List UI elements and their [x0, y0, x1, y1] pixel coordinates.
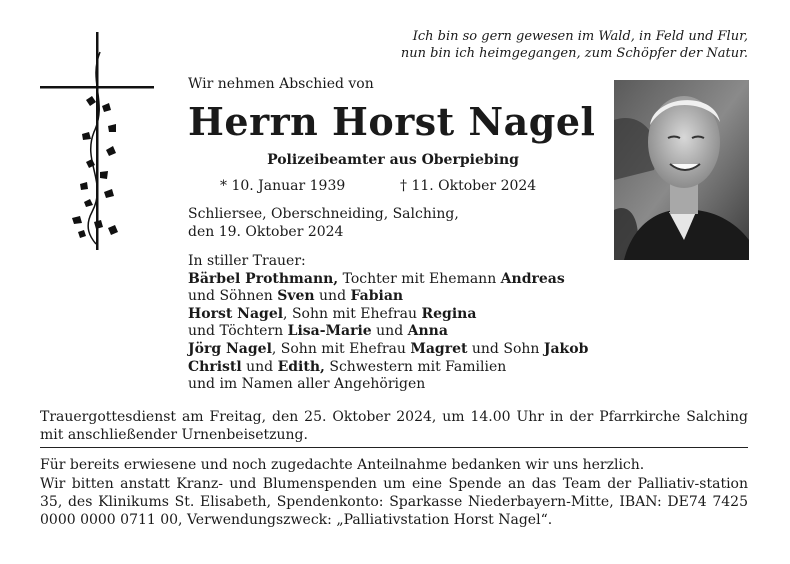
mourner-line: und Söhnen Sven und Fabian — [188, 288, 404, 305]
quote-line-1: Ich bin so gern gewesen im Wald, in Feld und Flur, — [412, 29, 748, 44]
mourners-list — [188, 253, 588, 394]
mourner-line: Bärbel Prothmann, Tochter mit Ehemann Andreas — [188, 270, 565, 287]
mourner-line: Jörg Nagel, Sohn mit Ehefrau Magret und Sohn Jakob — [188, 340, 589, 357]
cross-with-ivy-icon — [38, 22, 158, 252]
places-line-2: den 19. Oktober 2024 — [188, 224, 344, 240]
donation-request-text: Wir bitten anstatt Kranz- und Blumenspenden um eine Spende an das Team der Palliativ-station 35, des Klinikums St. Elisabeth, Spendenkonto: Sparkasse Niederbayern-Mitte, IBAN: DE74 7425 0000 0000 0711 00, Verwendungszweck: „Palliativstation Horst Nagel“. — [40, 476, 748, 528]
birth-date: * 10. Januar 1939 — [220, 178, 346, 194]
thanks-text: Für bereits erwiesene und noch zugedachte Anteilnahme bedanken wir uns herzlich. — [40, 457, 645, 473]
intro-text: Wir nehmen Abschied von — [188, 76, 374, 92]
mourner-line: und im Namen aller Angehörigen — [188, 376, 426, 393]
quote-line-2: nun bin ich heimgegangen, zum Schöpfer der Natur. — [400, 46, 748, 61]
mourner-line: Horst Nagel, Sohn mit Ehefrau Regina — [188, 305, 477, 322]
places-line-1: Schliersee, Oberschneiding, Salching, — [188, 206, 459, 222]
death-date: † 11. Oktober 2024 — [400, 178, 537, 194]
mourner-line: und Töchtern Lisa-Marie und Anna — [188, 323, 448, 340]
occupation: Polizeibeamter aus Oberpiebing — [267, 152, 519, 168]
mourning-heading: In stiller Trauer: — [188, 253, 306, 269]
places-and-date — [188, 205, 459, 241]
deceased-name: Herrn Horst Nagel — [188, 99, 596, 144]
mourner-line: Christl und Edith, Schwestern mit Familien — [188, 358, 507, 375]
divider — [40, 447, 748, 448]
portrait-photo — [614, 80, 749, 260]
funeral-service-text: Trauergottesdienst am Freitag, den 25. Oktober 2024, um 14.00 Uhr in der Pfarrkirche Salching mit anschließender Urnenbeisetzung. — [40, 409, 748, 443]
epitaph-quote — [360, 28, 748, 62]
